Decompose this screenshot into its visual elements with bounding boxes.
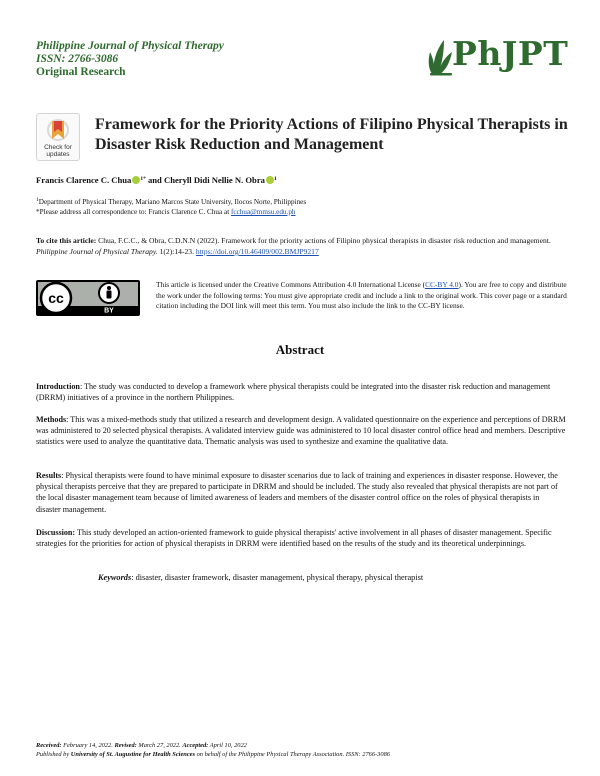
- citation-label: To cite this article:: [36, 236, 97, 245]
- abstract-methods: Methods: This was a mixed-methods study that utilized a research and development design. A validated questionnaire on the experience and perceptions of DRRM was administered to 20 selected physical therapists. A validated interview guide was administered to 10 local disaster control office head and members. Descriptive statistics were used to analyze the quantitative data. Thematic analysis was used to synthesize and examine the qualitative data.: [36, 415, 566, 447]
- abstract-introduction: Introduction: The study was conducted to develop a framework where physical therapists could be integrated into the disaster risk reduction and management (DRRM) initiatives of a province in the northern Philippines.: [36, 382, 551, 403]
- author-marks: 1: [273, 176, 277, 182]
- doi-link[interactable]: https://doi.org/10.46409/002.BMJP9217: [195, 247, 319, 256]
- correspondence-line: *Please address all correspondence to: Francis Clarence C. Chua at fcchua@mmsu.edu.ph: [36, 208, 296, 216]
- abstract-discussion: Discussion: This study developed an action-oriented framework to guide physical therapists' active involvement in all phases of disaster management. Specific strategies for the priorities for action of physical therapists in DRRM were identified based on the results of the study and its theoretical underpinnings.: [36, 528, 552, 549]
- dates-line: Received: February 14, 2022. Revised: March 27, 2022. Accepted: April 10, 2022: [36, 742, 247, 749]
- author-marks: 1*: [140, 176, 146, 182]
- citation: To cite this article: Chua, F.C.C., & Obra, C.D.N.N (2022). Framework for the priority actions of Filipino physical therapists in disaster risk reduction and management. Philippine Journal of Physical Therapy. 1(2):14-23. https://doi.org/10.46409/002.BMJP9217: [36, 236, 551, 256]
- affiliation: [36, 195, 306, 217]
- email-link[interactable]: fcchua@mmsu.edu.ph: [231, 208, 296, 216]
- article-section: Original Research: [36, 66, 126, 78]
- cc-by-link[interactable]: CC-BY 4.0: [425, 280, 459, 289]
- check-for-updates-badge[interactable]: [36, 113, 80, 161]
- cc-label: cc: [48, 290, 64, 306]
- orcid-icon[interactable]: [266, 176, 274, 184]
- publisher-line: Published by University of St. Augustine for Health Sciences on behalf of the Philippine Physical Therapy Association. ISSN: 2766-3086: [36, 751, 390, 758]
- abstract-results: Results: Physical therapists were found to have minimal exposure to disaster scenarios due to lack of training and experiences in disaster response. However, the physical therapists perceive that they are prepared to participate in DRRM and should be included. The study also revealed that physical therapists are not part of the local disaster management team because of limited awareness of leaders and members of the disaster control office on the roles of physical therapists in disaster management.: [36, 471, 558, 514]
- keywords: Keywords: disaster, disaster framework, disaster management, physical therapy, physical therapist: [98, 573, 424, 582]
- footer: [36, 741, 390, 759]
- license-text: This article is licensed under the Creative Commons Attribution 4.0 International License (CC-BY 4.0). You are free to copy and distribute the work under the following terms: You must give appropriate credit and include a link to the original work. This cover page or a standard citation including the DOI link will meet this term. You must also include the link to the CC-BY license.: [156, 280, 567, 311]
- logo-wordmark: PhJPT: [452, 34, 569, 73]
- affiliation-line: $^1$Department of Physical Therapy, Mariano Marcos State University, Ilocos Norte, Philippines: [36, 197, 307, 206]
- by-label: BY: [104, 307, 114, 315]
- cc-by-license-icon[interactable]: [36, 280, 140, 316]
- journal-header: [36, 40, 224, 79]
- author-joiner: and: [145, 175, 164, 185]
- journal-issn: ISSN: 2766-3086: [36, 53, 119, 65]
- author-name: Francis Clarence C. Chua: [36, 175, 132, 185]
- journal-name: Philippine Journal of Physical Therapy: [36, 40, 224, 52]
- bookmark-icon: [37, 117, 79, 145]
- abstract-heading: Abstract: [275, 342, 325, 357]
- author-list: [36, 173, 277, 186]
- article-title: Framework for the Priority Actions of Filipino Physical Therapists in Disaster Risk Reduction and Management: [95, 116, 568, 153]
- check-for-updates-label: Check for updates: [44, 144, 72, 158]
- author-name: Cheryll Didi Nellie N. Obra: [163, 175, 265, 185]
